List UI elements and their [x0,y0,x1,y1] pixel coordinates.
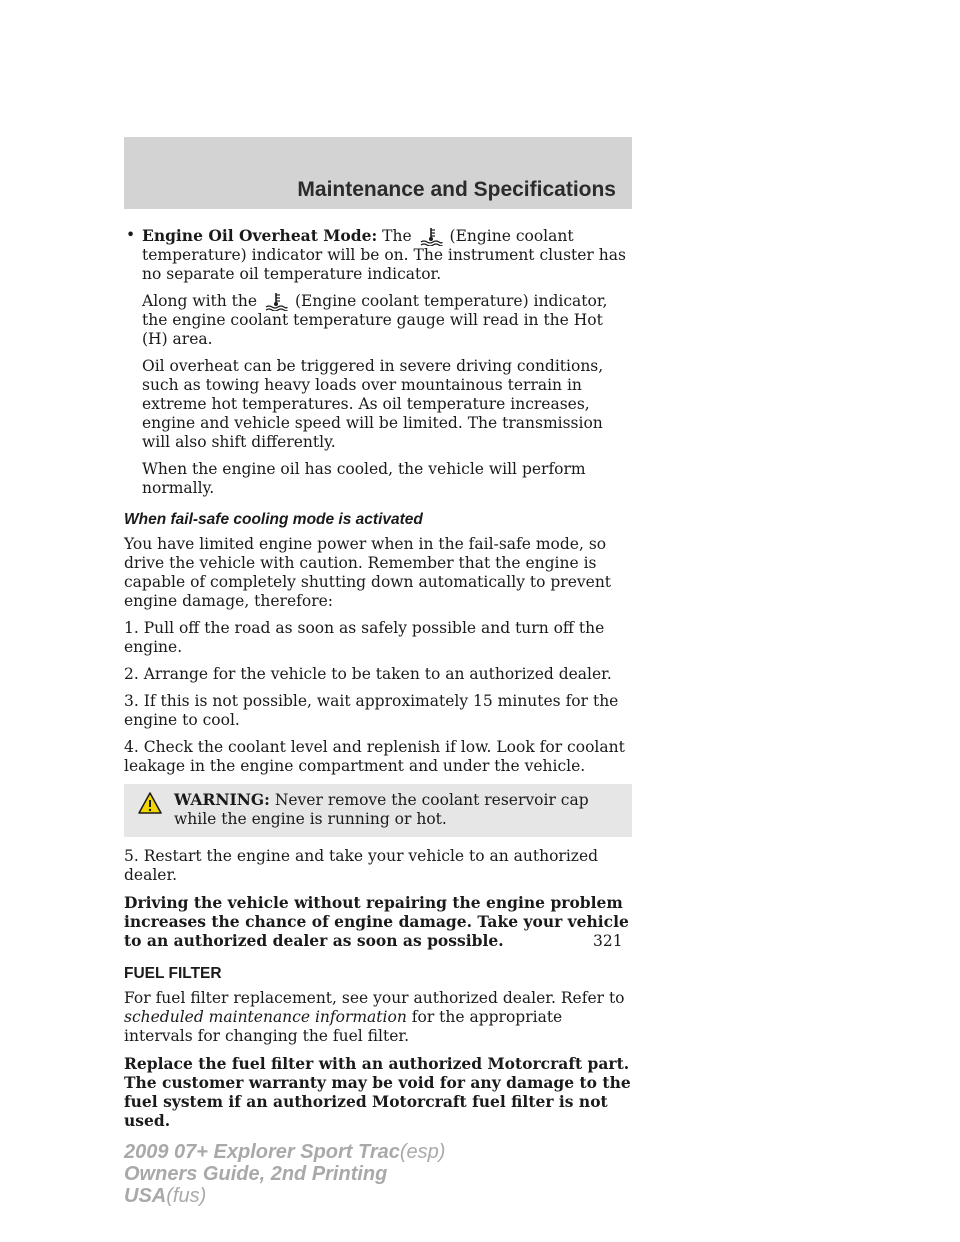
warning-box [124,784,632,837]
footer-line-1 [124,1141,445,1163]
page-content [124,226,632,1138]
footer-line-2: Owners Guide, 2nd Printing [124,1163,388,1185]
fail-safe-step-1: 1. Pull off the road as soon as safely possible and turn off the engine. [124,619,605,656]
warning-text: Never remove the coolant reservoir cap while the engine is running or hot. [174,791,589,828]
fuel-filter-text-before-ref: For fuel filter replacement, see your authorized dealer. Refer to [124,989,625,1007]
engine-damage-note: Driving the vehicle without repairing the engine problem increases the chance of engine damage. Take your vehicle to an authorized dealer as soon as possible. [124,893,629,950]
fail-safe-intro: You have limited engine power when in the fail-safe mode, so drive the vehicle with caution. Remember that the engine is capable of completely shutting down automatically to prevent engine damage, therefore: [124,535,612,610]
fuel-filter-heading: FUEL FILTER [124,965,222,982]
fuel-filter-paragraph [124,989,632,1046]
fail-safe-step-3: 3. If this is not possible, wait approximately 15 minutes for the engine to cool. [124,692,619,729]
gauge-text-after-icon: (Engine coolant temperature) indicator, the engine coolant temperature gauge will read in the Hot (H) area. [142,292,608,348]
fail-safe-heading: When fail-safe cooling mode is activated [124,511,423,528]
oil-overheat-bullet [124,226,632,284]
bullet-text-before-icon: The [382,227,412,245]
footer-market: USA [124,1185,167,1207]
maintenance-info-reference: scheduled maintenance information [124,1008,407,1026]
section-header-band [124,137,632,209]
coolant-temperature-icon [264,292,288,311]
bullet-lead: Engine Oil Overheat Mode: [142,226,378,245]
fail-safe-step-5: 5. Restart the engine and take your vehicle to an authorized dealer. [124,847,599,884]
page-number: 321 [593,932,623,950]
bullet-text-after-icon: (Engine coolant temperature) indicator will be on. The instrument cluster has no separate oil temperature indicator. [142,227,626,283]
footer-market-code: (fus) [166,1185,207,1207]
fail-safe-step-4: 4. Check the coolant level and replenish if low. Look for coolant leakage in the engine compartment and under the vehicle. [124,738,625,775]
warning-label: WARNING: [174,790,270,809]
oil-cooled-paragraph: When the engine oil has cooled, the vehicle will perform normally. [142,460,586,497]
footer-model: 2009 07+ Explorer Sport Trac [124,1141,400,1163]
footer [124,1141,445,1207]
fail-safe-step-2: 2. Arrange for the vehicle to be taken to an authorized dealer. [124,665,612,683]
section-title: Maintenance and Specifications [297,178,616,201]
oil-overheat-conditions-paragraph: Oil overheat can be triggered in severe driving conditions, such as towing heavy loads over mountainous terrain in extreme hot temperatures. As oil temperature increases, engine and vehicle speed will be limited. The transmission will also shift differently. [142,357,604,451]
warning-triangle-icon [138,792,162,814]
bullet-marker: • [126,226,136,244]
gauge-text-before-icon: Along with the [142,292,258,310]
motorcraft-note: Replace the fuel filter with an authorized Motorcraft part. The customer warranty may be void for any damage to the fuel system if an authorized Motorcraft fuel filter is not used. [124,1054,631,1130]
footer-line-3 [124,1185,445,1207]
fuel-filter-text-after-ref: for the appropriate intervals for changing the fuel filter. [124,1008,563,1045]
coolant-temperature-icon [419,227,443,246]
gauge-paragraph [124,292,632,349]
footer-model-code: (esp) [399,1141,446,1163]
